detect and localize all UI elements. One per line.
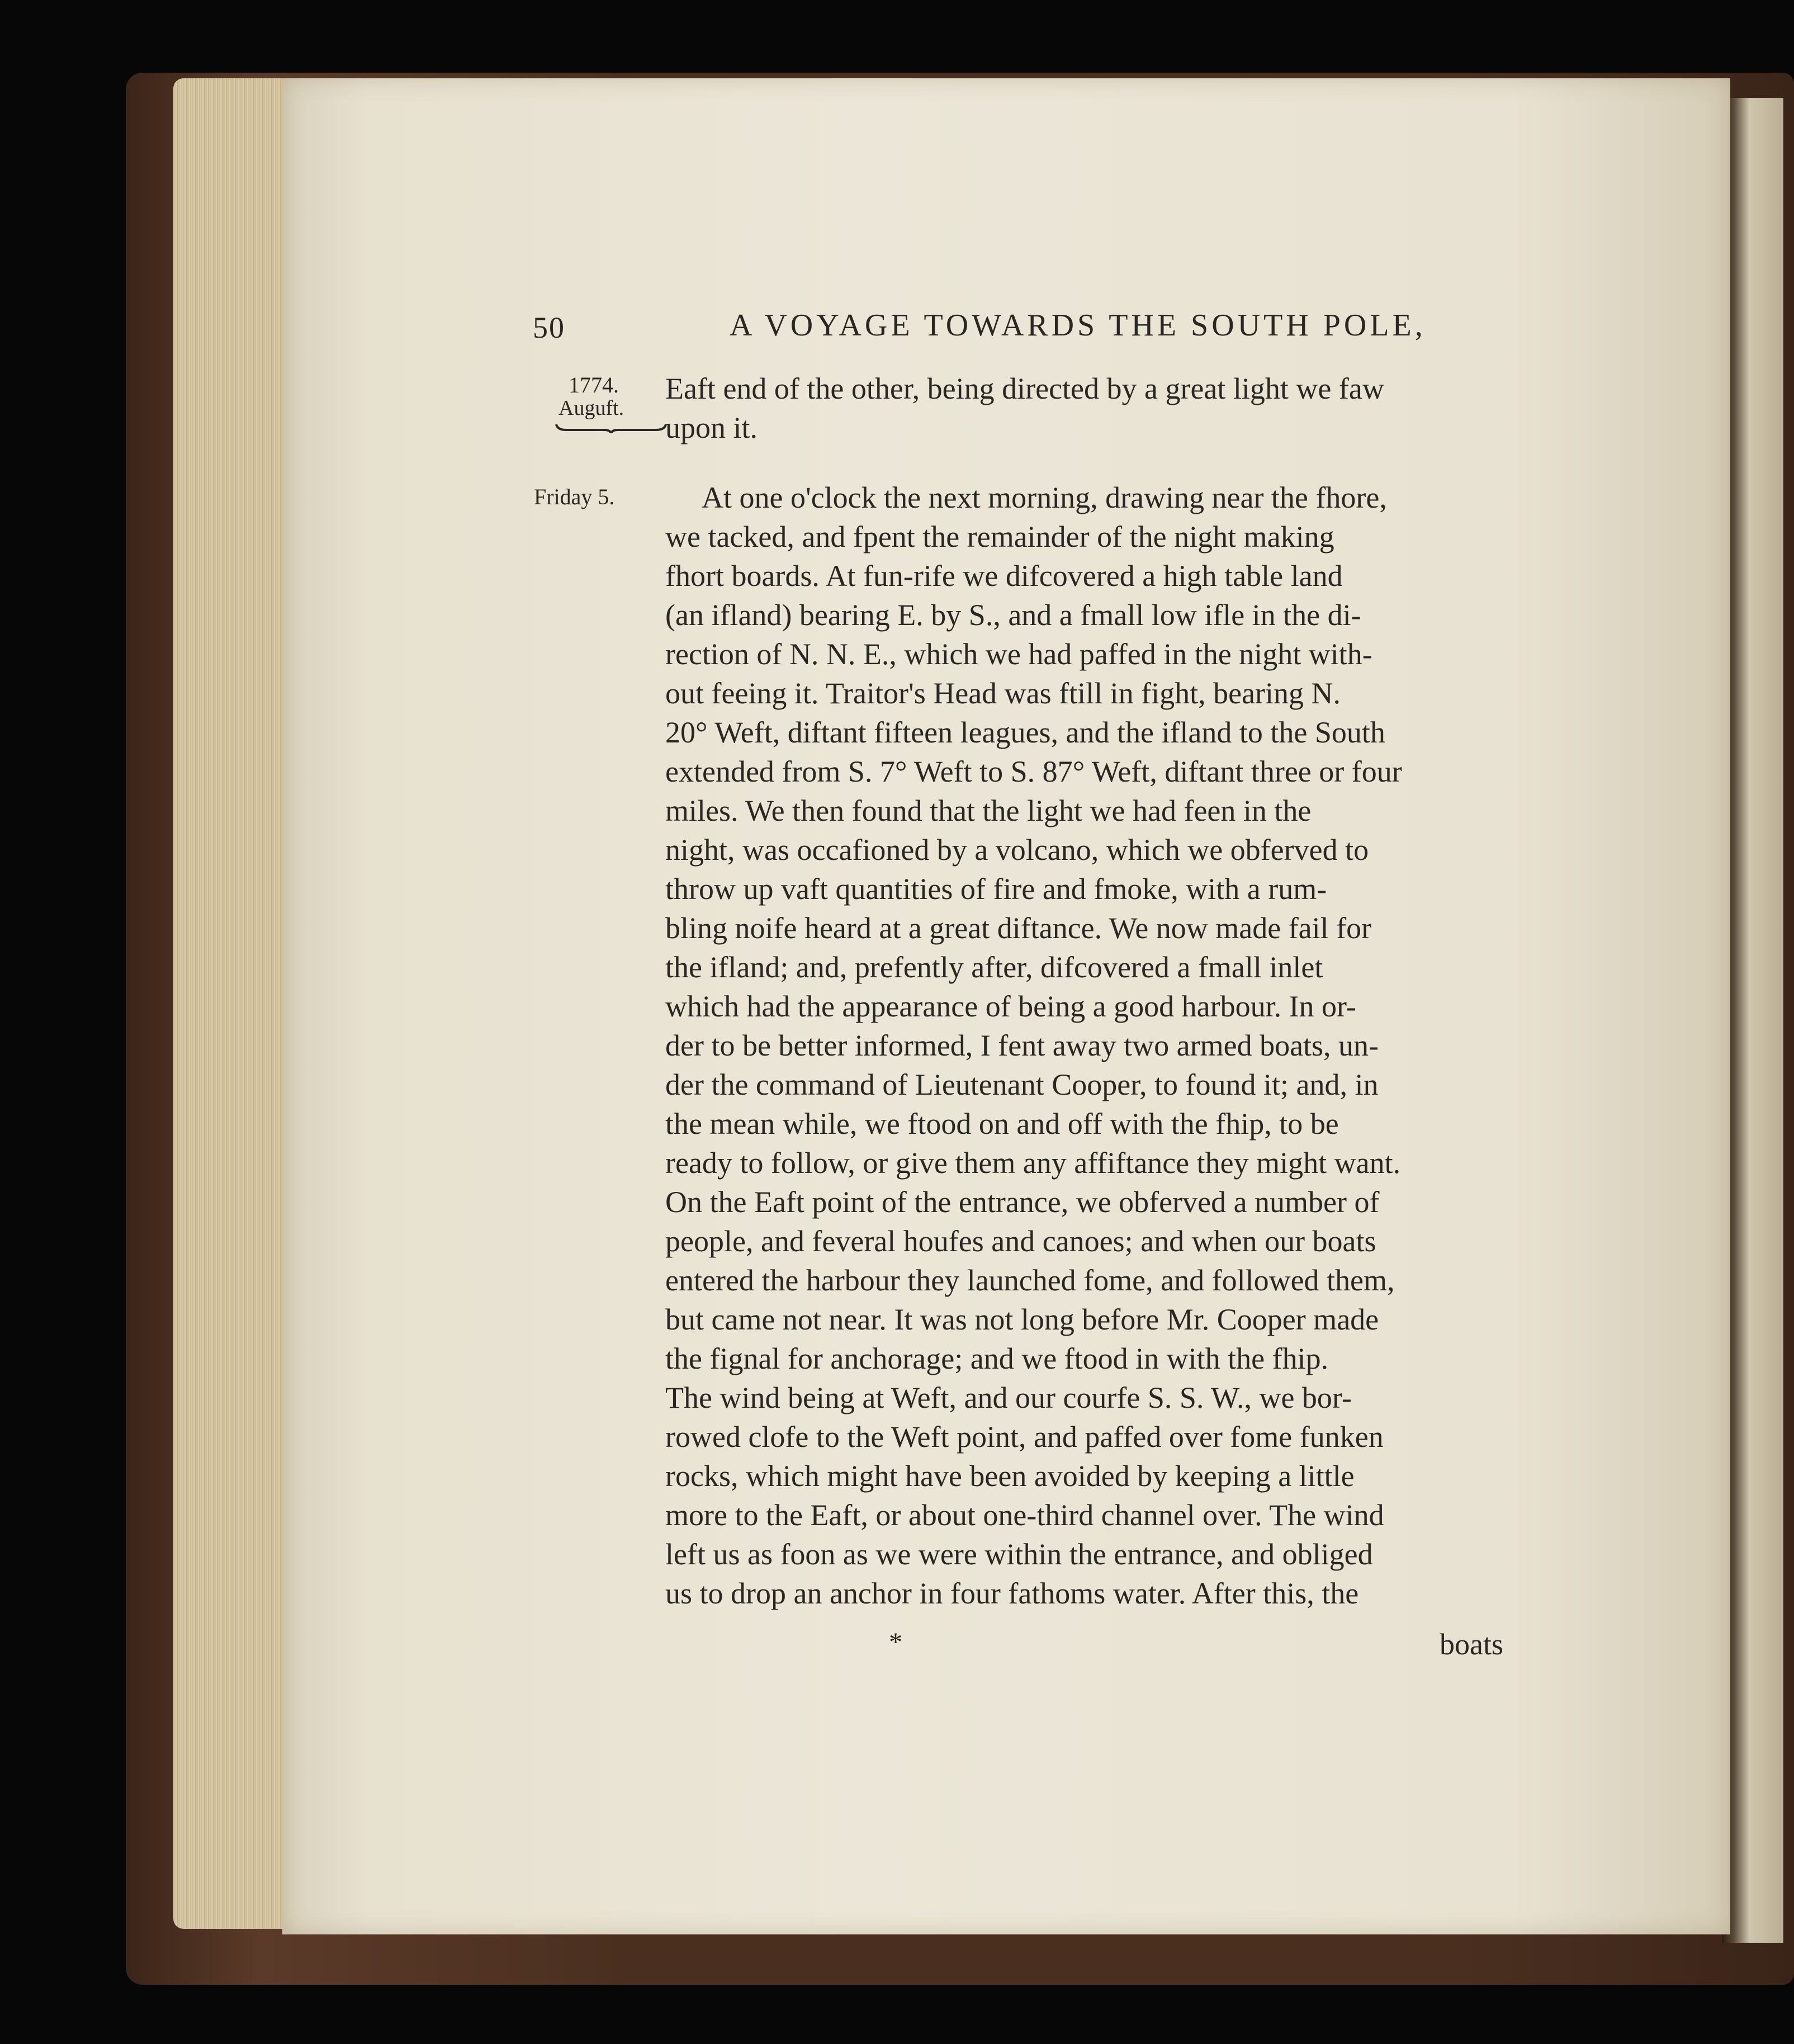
text-line: ready to follow, or give them any affiftance they might want. [665,1146,1401,1180]
running-head: A VOYAGE TOWARDS THE SOUTH POLE, [730,308,1426,343]
catchword: boats [1440,1627,1503,1661]
text-line: throw up vaft quantities of fire and fmoke, with a rum- [665,872,1327,906]
text-line: rection of N. N. E., which we had paffed in the night with- [665,637,1372,671]
margin-month: Auguft. [558,396,624,420]
page-edges [173,78,291,1929]
text-line: the fignal for anchorage; and we ftood in with the fhip. [665,1342,1329,1375]
text-line: rocks, which might have been avoided by keeping a little [665,1459,1355,1493]
text-line: fhort boards. At fun-rife we difcovered a high table land [665,559,1343,593]
text-line: night, was occafioned by a volcano, which we obferved to [665,833,1369,867]
text-line: the ifland; and, prefently after, difcovered a fmall inlet [665,950,1323,984]
text-line: out feeing it. Traitor's Head was ftill in fight, bearing N. [665,676,1341,710]
text-line: bling noife heard at a great diftance. We now made fail for [665,911,1372,945]
text-line: On the Eaft point of the entrance, we obferved a number of [665,1185,1380,1219]
text-line: more to the Eaft, or about one-third channel over. The wind [665,1498,1384,1532]
text-line: we tacked, and fpent the remainder of the night making [665,520,1334,553]
text-line: At one o'clock the next morning, drawing near the fhore, [702,481,1387,514]
brace-icon [555,422,667,433]
text-line: left us as foon as we were within the entrance, and obliged [665,1537,1373,1571]
page-text [282,78,1730,1934]
page-number: 50 [533,311,565,344]
facing-page-edge [1722,98,1783,1943]
signature-mark: * [889,1627,902,1657]
text-line: extended from S. 7° Weft to S. 87° Weft, diftant three or four [665,755,1402,788]
text-line: (an ifland) bearing E. by S., and a fmall low ifle in the di- [665,598,1361,632]
text-line: der the command of Lieutenant Cooper, to found it; and, in [665,1068,1379,1101]
text-line: rowed clofe to the Weft point, and paffed over fome funken [665,1420,1384,1454]
text-line: Eaft end of the other, being directed by a great light we faw [665,372,1384,405]
page [282,78,1730,1934]
text-line: people, and feveral houfes and canoes; and when our boats [665,1224,1376,1258]
text-line: us to drop an anchor in four fathoms water. After this, the [665,1577,1359,1610]
text-line: entered the harbour they launched fome, and followed them, [665,1264,1395,1297]
margin-year: 1774. [569,372,619,398]
text-line: The wind being at Weft, and our courfe S. S. W., we bor- [665,1381,1352,1414]
text-line: upon it. [665,411,758,444]
text-line: miles. We then found that the light we had feen in the [665,794,1312,827]
text-line: 20° Weft, diftant fifteen leagues, and the ifland to the South [665,716,1385,749]
margin-day: Friday 5. [534,484,615,509]
text-line: der to be better informed, I fent away two armed boats, un- [665,1029,1379,1062]
text-line: the mean while, we ftood on and off with the fhip, to be [665,1107,1339,1141]
text-line: but came not near. It was not long before Mr. Cooper made [665,1303,1379,1336]
text-line: which had the appearance of being a good harbour. In or- [665,990,1356,1023]
